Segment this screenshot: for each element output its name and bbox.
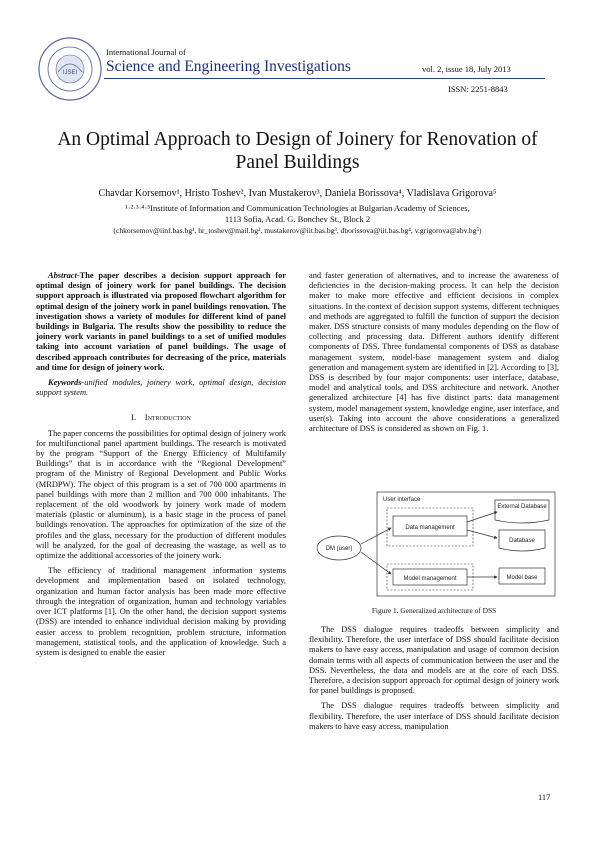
arrow-data-to-database [467,530,497,538]
right-column [309,271,559,439]
right-column-bottom [309,625,559,737]
journal-name-line2: Science and Engineering Investigations [106,58,351,75]
right-paragraph-1: and faster generation of alternatives, and to increase the awareness of deficiencies in the decision-making process. It can help the decision maker to make more effective and efficient decisions in complex situations. In the context of decision support systems, different techniques and methods are aggregated to fulfill the function of support the decision maker. DSS structure consists of many modules depending on the flow of collecting and processing data. Different authors identify different components of DSS. Three fundamental components of DSS as database management system, model-base management system and dialog generation and management system are identified in [2]. According to [3], DSS is described by four major components: user interface, database, model and analytical tools, and DSS architecture and network. Another generalized architecture [4] has five distinct parts: data management system, model management system, knowledge engine, user interface, and user(s). Taking into account the above considerations a generalized architecture of DSS is considered as shown on Fig. 1. [309,271,559,434]
journal-logo [37,36,103,102]
address: 1113 Sofia, Acad. G. Bonchev St., Block 2 [224,214,371,224]
figure-dss-architecture [309,490,559,600]
abstract [36,271,286,373]
keywords [36,378,286,398]
section-heading [36,412,286,422]
paper-title: An Optimal Approach to Design of Joinery for Renovation of Panel Buildings [57,129,538,173]
user-interface-label: User interface [383,497,421,503]
page-number: 117 [538,792,551,802]
issn: ISSN: 2251-8843 [448,84,508,94]
intro-paragraph-2: The efficiency of traditional management information systems development and implementation based on isolated technology, organization and human factor analysis has been made more effective through the integration of organization, human and technology variables over ICT platforms [1]. On the other hand, the decision support systems (DSS) are intended to enhance individual decision making by providing easier access to problem recognition, problem structure, information management, statistical tools, and the application of knowledge. Such a system is designed to enable the easier [36,566,286,657]
keywords-text: unified modules, joinery work, optimal design, decision support system. [36,378,286,398]
figure-caption: Figure 1. Generalized architecture of DSS [371,606,497,615]
section-title: Introduction [144,412,191,423]
affiliation: ¹·²·³·⁴·⁵Institute of Information and Communication Technologies at Bulgarian Academy of Sciences, [125,203,470,213]
intro-paragraph-1: The paper concerns the possibilities for optimal design of joinery work for multifunctional panel apartment buildings. The research is motivated by the program “Support of the Energy Efficiency of Multifamily Buildings” that is in accordance with the “Regional Development” program of the Ministry of Regional Development and Public Works (MRDPW). The object of this program is a set of 700 000 apartments in panel buildings with more than 2 million and 700 000 inhabitants. The replacement of the old woodwork by joinery work made of modern materials (plastic or aluminum), is a basic stage in the process of panel buildings renovation. The approaches for optimization of the size of the profiles and the glass, necessary for the production of different modules will be analyzed, for the goal of decreasing the wastage, as well as to optimize the additional accessories of the joinery work. [36,428,286,561]
external-database-label: External Database [497,504,547,510]
right-paragraph-3: The DSS dialogue requires tradeoffs between simplicity and flexibility. Therefore, the user interface of DSS should facilitate decision makers to have easy access, manipulation [309,701,559,731]
section-number: I. [131,412,137,423]
keywords-label: Keywords- [48,378,85,388]
volume-info: vol. 2, issue 18, July 2013 [422,64,511,74]
arrow-user-to-model [361,552,391,574]
abstract-text: The paper describes a decision support approach for optimal design of joinery work for panel buildings. The decision support approach is illustrated via proposed flowchart algorithm for optimal design of the joinery work in panel buildings renovation. The investigation shows a variety of modules for different kind of panel buildings in Bulgaria. The results show the possibility to reduce the joinery work variants in panel buildings to a set of unified modules taking into account variation of panel buildings. The usage of described approach contributes for decreasing of the price, materials and time for design of joinery work. [36,271,286,372]
author-emails: (chkorsemov@iinf.bas.bg¹, hr_toshev@mail.bg², mustakerov@iit.bas.bg³, dborissova@iit.bas.bg⁴, v.grigorova@abv.bg⁵) [113,226,482,235]
authors: Chavdar Korsemov¹, Hristo Toshev², Ivan Mustakerov³, Daniela Borissova⁴, Vladislava Grigorova⁵ [98,188,497,199]
arrow-user-to-data [361,528,391,544]
data-management-label: Data management [405,525,455,531]
abstract-label: Abstract- [48,271,80,280]
model-management-label: Model management [403,576,457,582]
dm-user-label: DM (user) [325,546,353,552]
left-column [36,271,286,663]
database-label: Database [509,538,535,544]
header-rule [104,78,545,79]
right-paragraph-2: The DSS dialogue requires tradeoffs between simplicity and flexibility. Therefore, the user interface of DSS should facilitate decision makers to have easy access, manipulation and usage of common decision domain terms with all aspects of communication between the user and the DSS. Nevertheless, the data and models are at the core of each DSS. Therefore, a decision support approach for optimal design of joinery work for panel buildings is proposed. [309,625,559,696]
arrow-data-to-external [467,512,497,522]
svg-text:IJSEI: IJSEI [62,70,78,76]
model-base-label: Model base [506,575,538,581]
journal-name-line1: International Journal of [106,47,186,57]
